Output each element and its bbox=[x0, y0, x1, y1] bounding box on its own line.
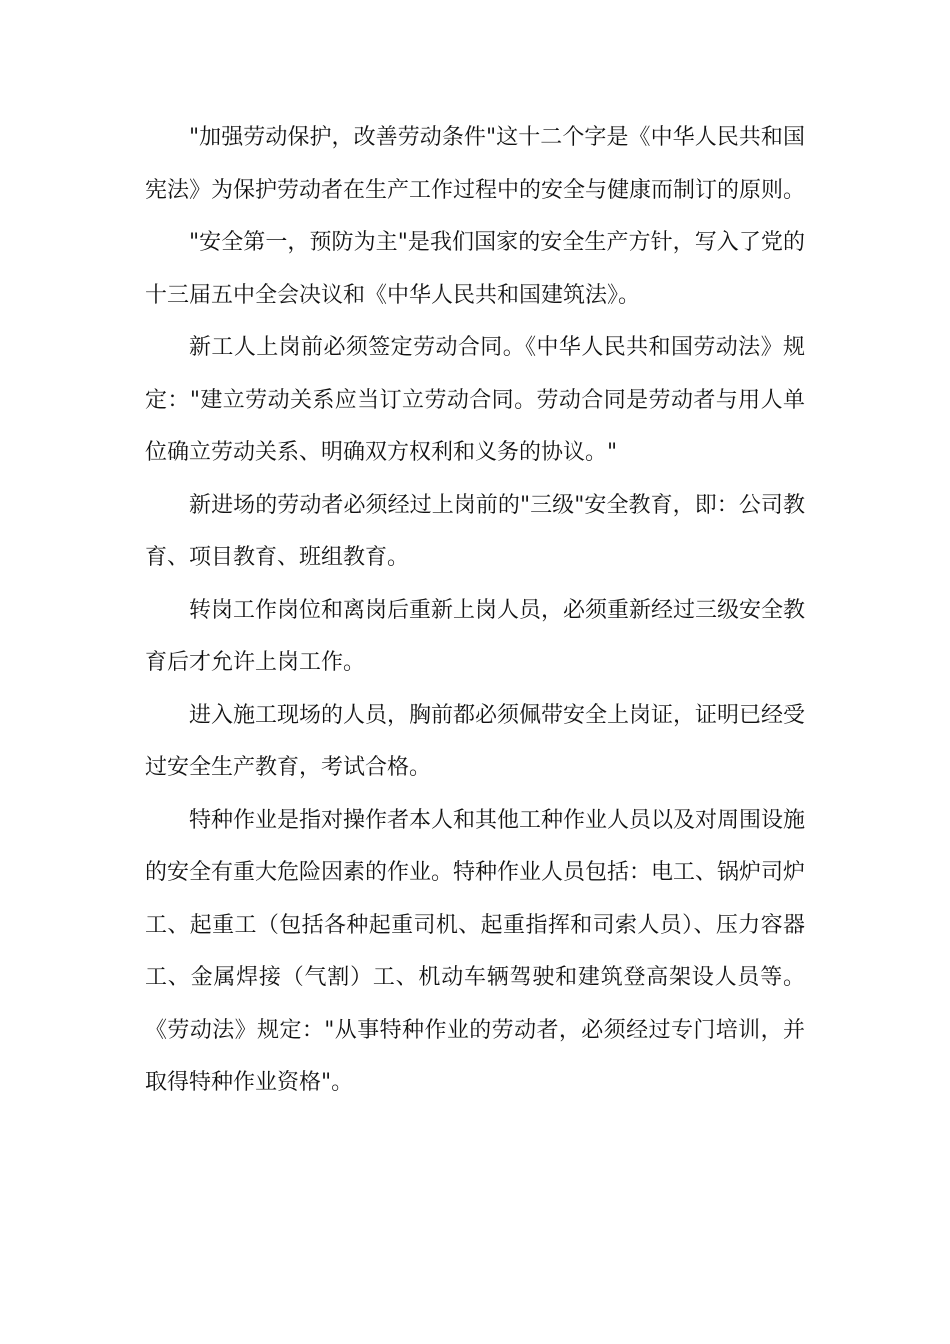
paragraph-labor-protection: "加强劳动保护，改善劳动条件"这十二个字是《中华人民共和国宪法》为保护劳动者在生产工作过程中的安全与健康而制订的原则。 bbox=[145, 125, 806, 203]
paragraph-safety-first: "安全第一，预防为主"是我们国家的安全生产方针，写入了党的十三届五中全会决议和《中华人民共和国建筑法》。 bbox=[145, 230, 805, 308]
paragraph-labor-contract: 新工人上岗前必须签定劳动合同。《中华人民共和国劳动法》规定："建立劳动关系应当订立劳动合同。劳动合同是劳动者与用人单位确立劳动关系、明确双方权利和义务的协议。" bbox=[145, 335, 805, 465]
paragraph-three-level-education: 新进场的劳动者必须经过上岗前的"三级"安全教育，即：公司教育、项目教育、班组教育。 bbox=[145, 492, 805, 570]
document-body bbox=[145, 112, 805, 1110]
paragraph-site-badge: 进入施工现场的人员，胸前都必须佩带安全上岗证，证明已经受过安全生产教育，考试合格。 bbox=[145, 702, 806, 780]
paragraph-special-operations: 特种作业是指对操作者本人和其他工种作业人员以及对周围设施的安全有重大危险因素的作业。特种作业人员包括：电工、锅炉司炉工、起重工（包括各种起重司机、起重指挥和司索人员）、压力容器工、金属焊接（气割）工、机动车辆驾驶和建筑登高架设人员等。《劳动法》规定："从事特种作业的劳动者，必须经过专门培训，并取得特种作业资格"。 bbox=[145, 807, 806, 1095]
paragraph-job-transfer: 转岗工作岗位和离岗后重新上岗人员，必须重新经过三级安全教育后才允许上岗工作。 bbox=[145, 597, 806, 675]
